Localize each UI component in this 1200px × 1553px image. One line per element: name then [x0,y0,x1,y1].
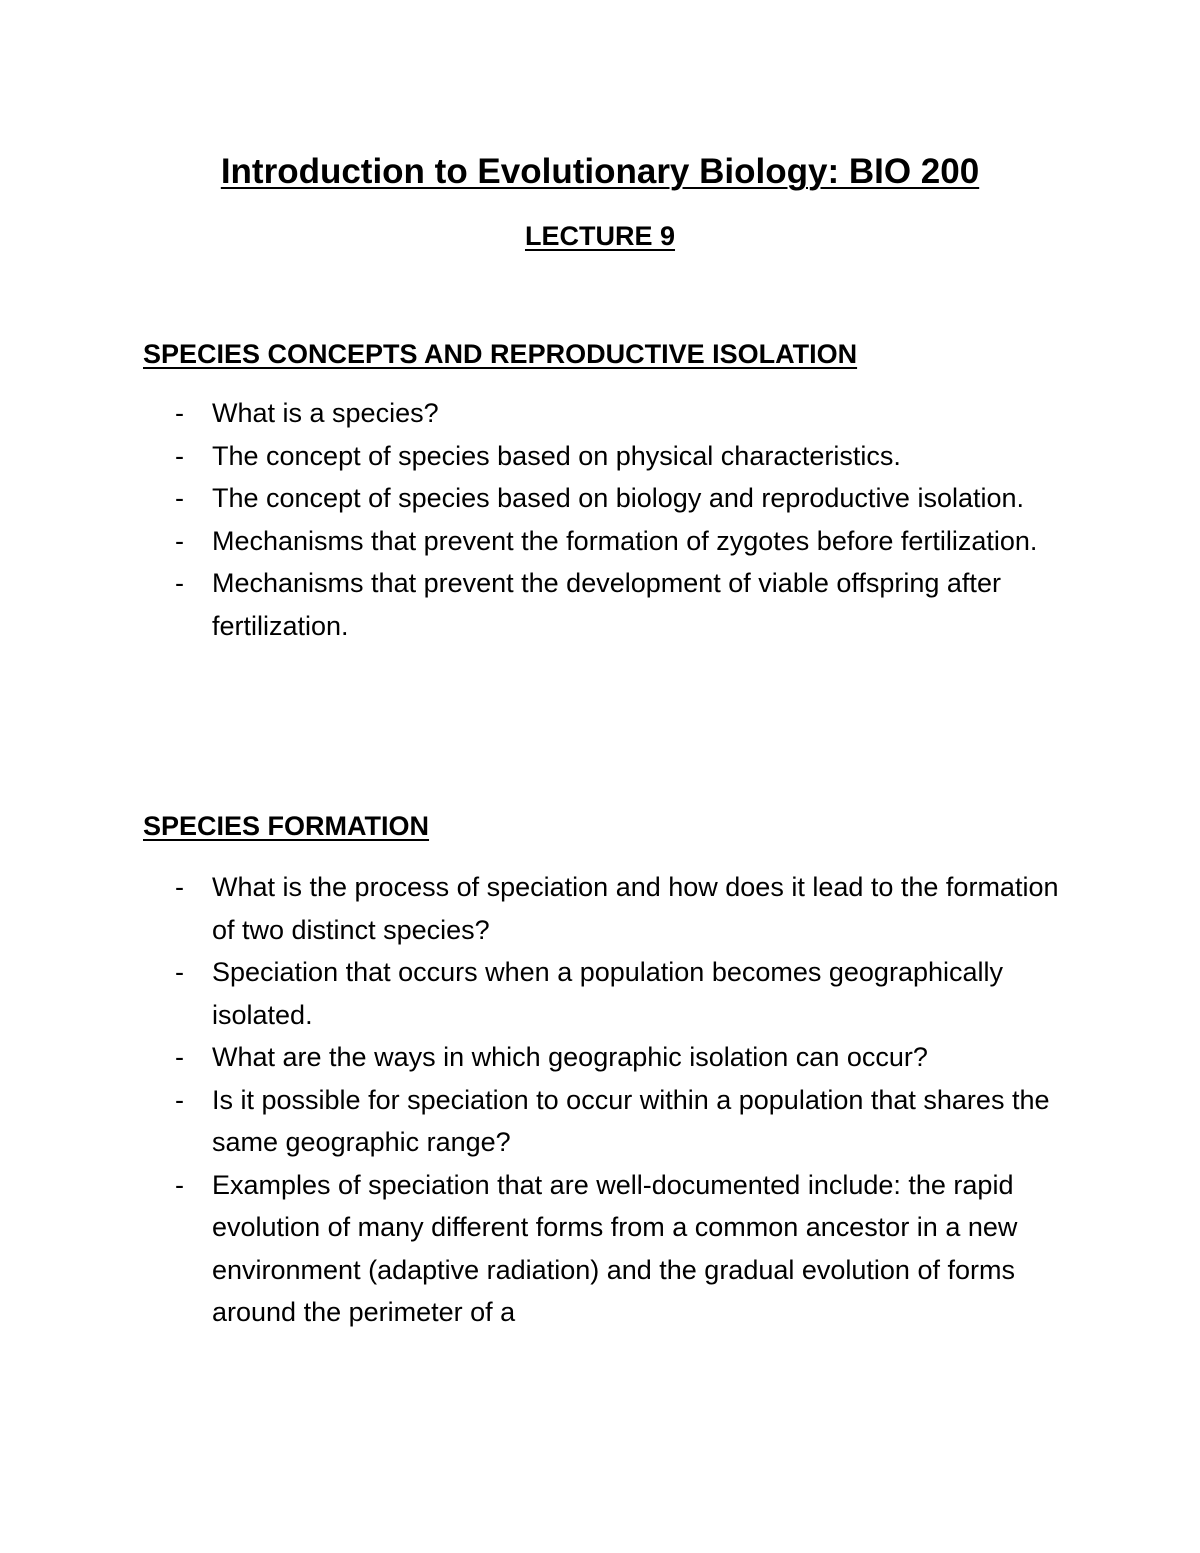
list-item: - Mechanisms that prevent the development of viable offspring after fertilization. [143,562,1073,647]
section-heading-species-formation: SPECIES FORMATION [143,811,430,841]
bullet-dash: - [175,872,184,902]
lecture-number: LECTURE 9 [524,221,676,251]
list-item: - Is it possible for speciation to occur within a population that shares the same geographic range? [143,1079,1073,1164]
bullet-dash: - [175,568,184,598]
bullet-dash: - [175,1084,184,1115]
bullet-dash: - [175,957,184,987]
bullet-dash: - [175,1169,184,1200]
list-item: - What is the process of speciation and how does it lead to the formation of two distinct species? [143,866,1073,951]
bullet-dash: - [175,483,184,513]
list-item: - The concept of species based on physical characteristics. [143,435,1073,478]
list-item: - Speciation that occurs when a population becomes geographically isolated. [143,951,1073,1036]
list-item: - What are the ways in which geographic isolation can occur? [143,1036,1073,1079]
species-concepts-list [143,392,1073,647]
list-item: - The concept of species based on biology and reproductive isolation. [143,477,1073,520]
section-heading-species-concepts: SPECIES CONCEPTS AND REPRODUCTIVE ISOLATION [143,339,858,369]
bullet-dash: - [175,525,184,556]
bullet-dash: - [175,398,184,428]
species-formation-list [143,866,1073,1334]
bullet-dash: - [175,440,184,471]
document-title: Introduction to Evolutionary Biology: BIO 200 [220,152,980,191]
list-item: - Mechanisms that prevent the formation of zygotes before fertilization. [143,520,1073,563]
bullet-dash: - [175,1042,184,1072]
list-item: - Examples of speciation that are well-documented include: the rapid evolution of many different forms from a common ancestor in a new environment (adaptive radiation) and the gradual evolution of forms around the perimeter of a [143,1164,1073,1334]
list-item: - What is a species? [143,392,1073,435]
